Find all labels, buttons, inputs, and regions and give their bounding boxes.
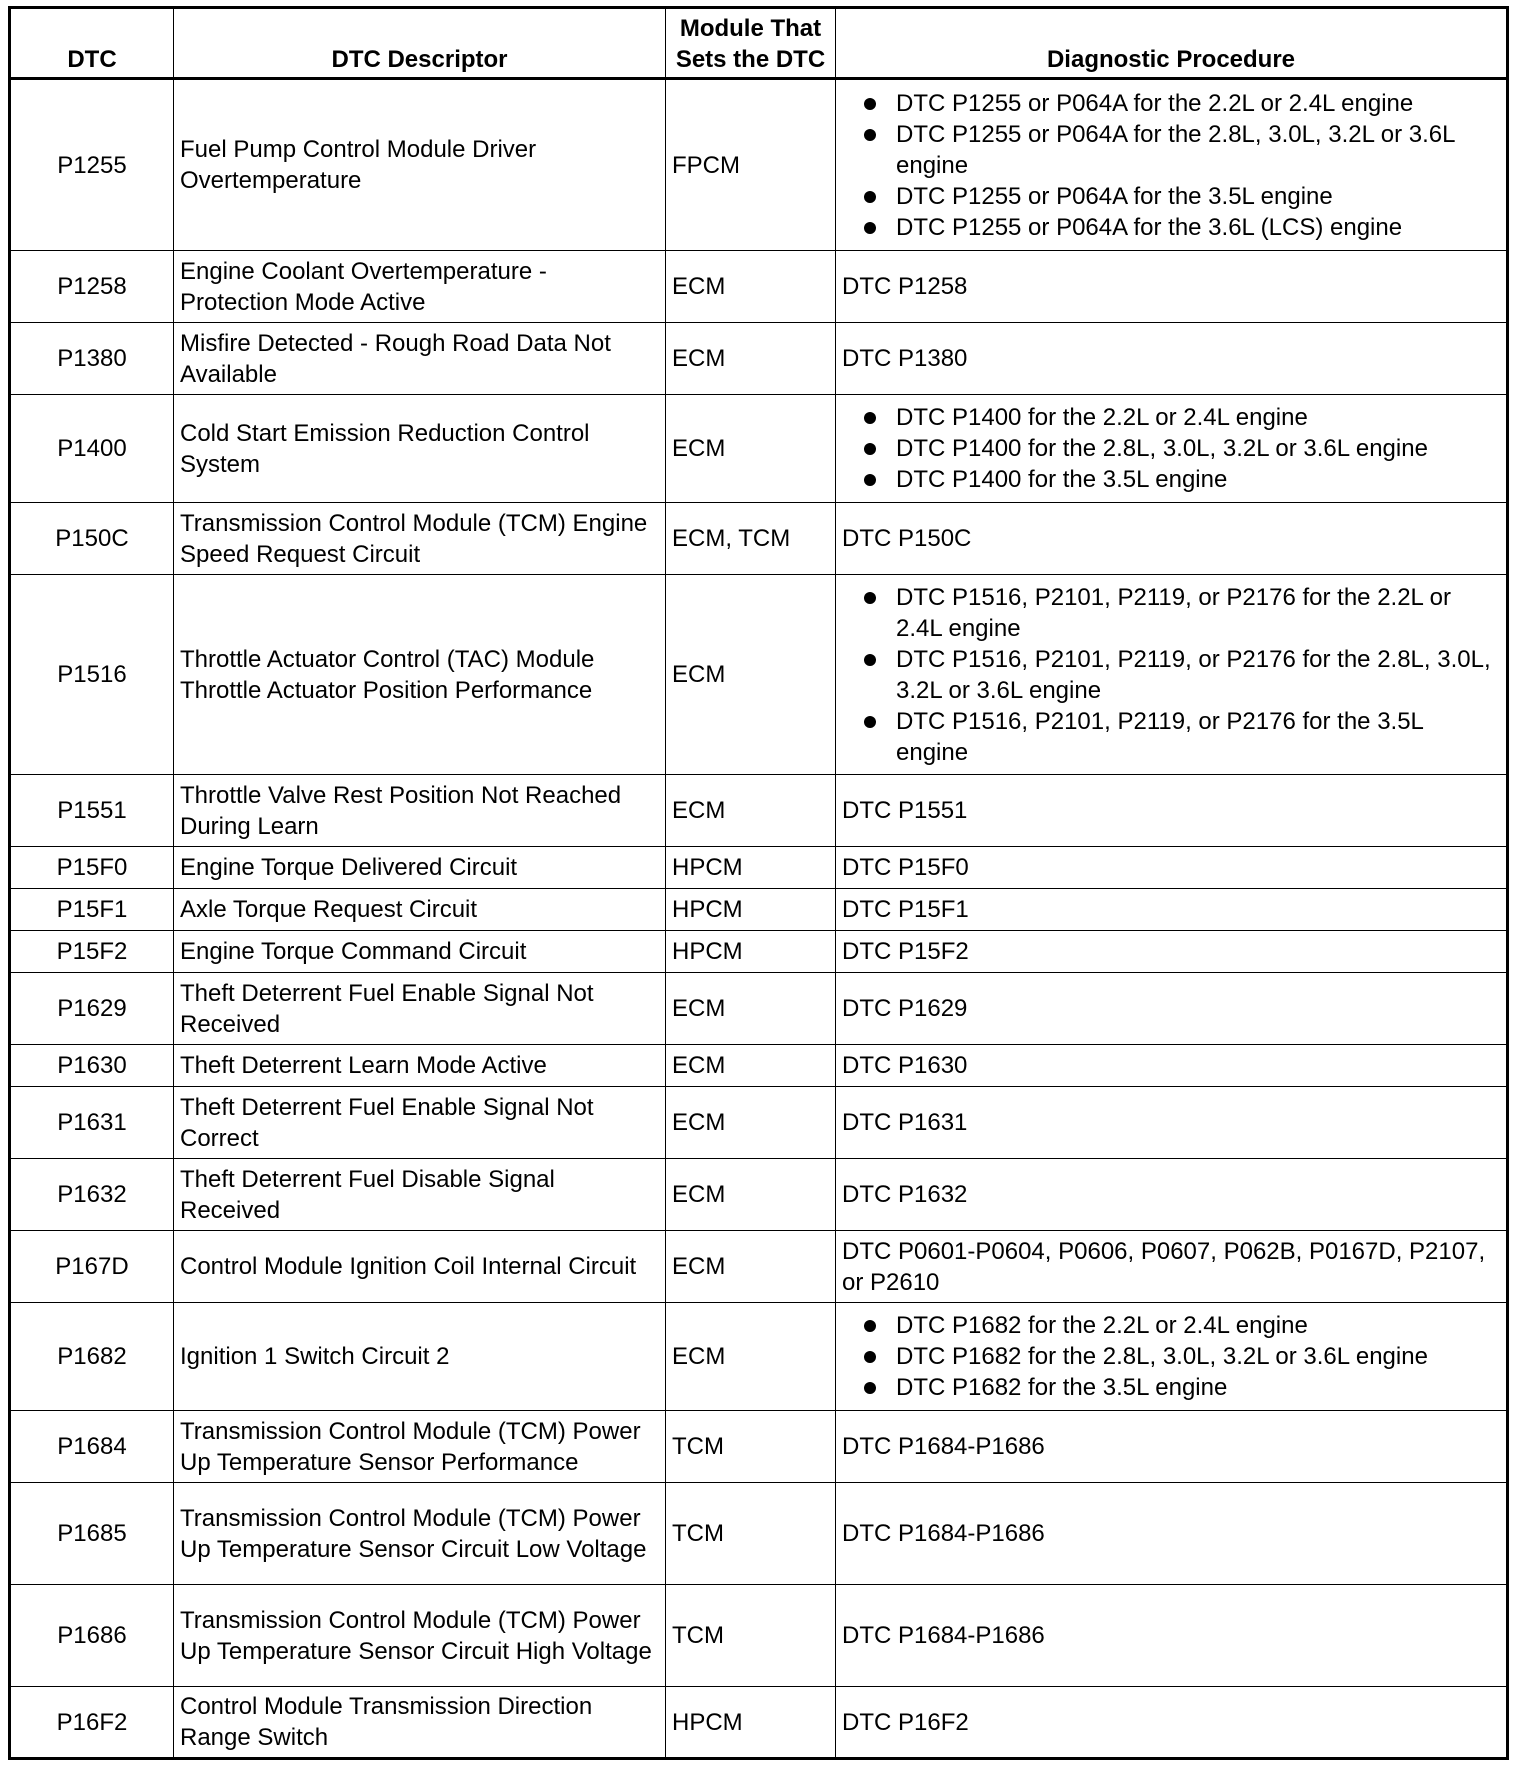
procedure-link[interactable] bbox=[864, 212, 1500, 243]
procedure-text: DTC P1682 for the 2.8L, 3.0L, 3.2L or 3.6L engine bbox=[896, 1343, 1428, 1370]
dtc-module: ECM bbox=[666, 775, 836, 847]
dtc-code: P1551 bbox=[10, 775, 174, 847]
procedure-link[interactable] bbox=[864, 433, 1500, 464]
dtc-descriptor: Cold Start Emission Reduction Control System bbox=[174, 395, 666, 503]
diagnostic-procedure bbox=[836, 395, 1508, 503]
procedure-text: DTC P1255 or P064A for the 2.8L, 3.0L, 3.2L or 3.6L engine bbox=[896, 120, 1455, 179]
diagnostic-procedure[interactable]: DTC P1380 bbox=[836, 323, 1508, 395]
dtc-descriptor: Theft Deterrent Fuel Disable Signal Received bbox=[174, 1159, 666, 1231]
diagnostic-procedure[interactable]: DTC P1684-P1686 bbox=[836, 1483, 1508, 1585]
procedure-list bbox=[842, 402, 1500, 495]
dtc-descriptor: Transmission Control Module (TCM) Power Up Temperature Sensor Performance bbox=[174, 1411, 666, 1483]
dtc-code: P1258 bbox=[10, 251, 174, 323]
table-row bbox=[10, 251, 1508, 323]
table-row bbox=[10, 1303, 1508, 1411]
bullet-icon bbox=[864, 716, 876, 728]
dtc-module: ECM bbox=[666, 1303, 836, 1411]
dtc-module: ECM bbox=[666, 1087, 836, 1159]
procedure-link[interactable] bbox=[864, 464, 1500, 495]
table-row bbox=[10, 1585, 1508, 1687]
dtc-descriptor: Engine Torque Delivered Circuit bbox=[174, 847, 666, 889]
dtc-module: HPCM bbox=[666, 847, 836, 889]
dtc-code: P1255 bbox=[10, 79, 174, 251]
procedure-list bbox=[842, 1310, 1500, 1403]
dtc-descriptor: Fuel Pump Control Module Driver Overtemperature bbox=[174, 79, 666, 251]
dtc-code: P1630 bbox=[10, 1045, 174, 1087]
dtc-table bbox=[8, 6, 1509, 1760]
table-row bbox=[10, 395, 1508, 503]
procedure-link[interactable] bbox=[864, 582, 1500, 644]
procedure-link[interactable] bbox=[864, 402, 1500, 433]
bullet-icon bbox=[864, 1382, 876, 1394]
diagnostic-procedure[interactable]: DTC P15F1 bbox=[836, 889, 1508, 931]
table-row bbox=[10, 1159, 1508, 1231]
dtc-descriptor: Engine Torque Command Circuit bbox=[174, 931, 666, 973]
bullet-icon bbox=[864, 1320, 876, 1332]
dtc-code: P16F2 bbox=[10, 1687, 174, 1759]
procedure-link[interactable] bbox=[864, 1310, 1500, 1341]
procedure-link[interactable] bbox=[864, 181, 1500, 212]
dtc-code: P1380 bbox=[10, 323, 174, 395]
dtc-module: TCM bbox=[666, 1483, 836, 1585]
dtc-code: P1631 bbox=[10, 1087, 174, 1159]
dtc-code: P1682 bbox=[10, 1303, 174, 1411]
procedure-text: DTC P1255 or P064A for the 3.5L engine bbox=[896, 182, 1333, 210]
procedure-link[interactable] bbox=[864, 706, 1500, 768]
table-row bbox=[10, 323, 1508, 395]
procedure-text: DTC P1682 for the 2.2L or 2.4L engine bbox=[896, 1312, 1308, 1339]
header-procedure: Diagnostic Procedure bbox=[836, 8, 1508, 79]
dtc-descriptor: Misfire Detected - Rough Road Data Not Available bbox=[174, 323, 666, 395]
table-row bbox=[10, 1483, 1508, 1585]
diagnostic-procedure bbox=[836, 1303, 1508, 1411]
table-row bbox=[10, 503, 1508, 575]
diagnostic-procedure[interactable]: DTC P1258 bbox=[836, 251, 1508, 323]
procedure-text: DTC P1400 for the 3.5L engine bbox=[896, 466, 1228, 493]
table-row bbox=[10, 1687, 1508, 1759]
dtc-descriptor: Transmission Control Module (TCM) Engine Speed Request Circuit bbox=[174, 503, 666, 575]
diagnostic-procedure[interactable]: DTC P1684-P1686 bbox=[836, 1585, 1508, 1687]
dtc-module: ECM bbox=[666, 323, 836, 395]
table-row bbox=[10, 889, 1508, 931]
table-body bbox=[10, 79, 1508, 1759]
dtc-code: P15F2 bbox=[10, 931, 174, 973]
table-row bbox=[10, 973, 1508, 1045]
dtc-descriptor: Control Module Ignition Coil Internal Circuit bbox=[174, 1231, 666, 1303]
table-row bbox=[10, 1045, 1508, 1087]
dtc-descriptor: Throttle Actuator Control (TAC) Module Throttle Actuator Position Performance bbox=[174, 575, 666, 775]
diagnostic-procedure[interactable]: DTC P0601-P0604, P0606, P0607, P062B, P0167D, P2107, or P2610 bbox=[836, 1231, 1508, 1303]
table-row bbox=[10, 775, 1508, 847]
procedure-link[interactable] bbox=[864, 1372, 1500, 1403]
dtc-code: P1629 bbox=[10, 973, 174, 1045]
dtc-code: P1684 bbox=[10, 1411, 174, 1483]
procedure-text: DTC P1400 for the 2.8L, 3.0L, 3.2L or 3.6L engine bbox=[896, 435, 1428, 462]
dtc-descriptor: Control Module Transmission Direction Range Switch bbox=[174, 1687, 666, 1759]
diagnostic-procedure[interactable]: DTC P15F0 bbox=[836, 847, 1508, 889]
dtc-module: ECM bbox=[666, 1045, 836, 1087]
dtc-module: ECM bbox=[666, 1231, 836, 1303]
dtc-module: TCM bbox=[666, 1411, 836, 1483]
diagnostic-procedure[interactable]: DTC P1629 bbox=[836, 973, 1508, 1045]
header-descriptor: DTC Descriptor bbox=[174, 8, 666, 79]
procedure-link[interactable] bbox=[864, 1341, 1500, 1372]
procedure-link[interactable] bbox=[864, 644, 1500, 706]
header-row bbox=[10, 8, 1508, 79]
procedure-text: DTC P1255 or P064A for the 2.2L or 2.4L engine bbox=[896, 89, 1414, 117]
dtc-code: P15F1 bbox=[10, 889, 174, 931]
diagnostic-procedure bbox=[836, 79, 1508, 251]
bullet-icon bbox=[864, 412, 876, 424]
dtc-module: TCM bbox=[666, 1585, 836, 1687]
table-row bbox=[10, 1411, 1508, 1483]
procedure-text: DTC P1516, P2101, P2119, or P2176 for the 2.2L or 2.4L engine bbox=[896, 583, 1452, 642]
procedure-link[interactable] bbox=[864, 88, 1500, 119]
table-row bbox=[10, 79, 1508, 251]
bullet-icon bbox=[864, 191, 876, 203]
procedure-text: DTC P1400 for the 2.2L or 2.4L engine bbox=[896, 404, 1308, 431]
bullet-icon bbox=[864, 1351, 876, 1363]
procedure-list bbox=[842, 582, 1500, 768]
dtc-module: ECM bbox=[666, 395, 836, 503]
procedure-list bbox=[842, 88, 1500, 243]
dtc-module: ECM bbox=[666, 251, 836, 323]
dtc-code: P150C bbox=[10, 503, 174, 575]
dtc-module: FPCM bbox=[666, 79, 836, 251]
diagnostic-procedure[interactable]: DTC P150C bbox=[836, 503, 1508, 575]
diagnostic-procedure[interactable]: DTC P15F2 bbox=[836, 931, 1508, 973]
diagnostic-procedure[interactable]: DTC P1632 bbox=[836, 1159, 1508, 1231]
dtc-descriptor: Axle Torque Request Circuit bbox=[174, 889, 666, 931]
dtc-descriptor: Theft Deterrent Learn Mode Active bbox=[174, 1045, 666, 1087]
dtc-code: P1516 bbox=[10, 575, 174, 775]
dtc-descriptor: Transmission Control Module (TCM) Power Up Temperature Sensor Circuit Low Voltage bbox=[174, 1483, 666, 1585]
header-dtc: DTC bbox=[10, 8, 174, 79]
bullet-icon bbox=[864, 654, 876, 666]
procedure-text: DTC P1255 or P064A for the 3.6L (LCS) engine bbox=[896, 213, 1403, 241]
diagnostic-procedure bbox=[836, 575, 1508, 775]
diagnostic-procedure[interactable]: DTC P1551 bbox=[836, 775, 1508, 847]
bullet-icon bbox=[864, 129, 876, 141]
table-row bbox=[10, 575, 1508, 775]
procedure-link[interactable] bbox=[864, 119, 1500, 181]
dtc-module: ECM bbox=[666, 575, 836, 775]
bullet-icon bbox=[864, 474, 876, 486]
table-row bbox=[10, 1231, 1508, 1303]
dtc-code: P1632 bbox=[10, 1159, 174, 1231]
diagnostic-procedure[interactable]: DTC P16F2 bbox=[836, 1687, 1508, 1759]
dtc-module: ECM, TCM bbox=[666, 503, 836, 575]
dtc-module: HPCM bbox=[666, 931, 836, 973]
diagnostic-procedure[interactable]: DTC P1684-P1686 bbox=[836, 1411, 1508, 1483]
dtc-code: P167D bbox=[10, 1231, 174, 1303]
dtc-module: HPCM bbox=[666, 889, 836, 931]
table-row bbox=[10, 931, 1508, 973]
header-module: Module That Sets the DTC bbox=[666, 8, 836, 79]
dtc-module: HPCM bbox=[666, 1687, 836, 1759]
diagnostic-procedure[interactable]: DTC P1631 bbox=[836, 1087, 1508, 1159]
dtc-descriptor: Theft Deterrent Fuel Enable Signal Not Correct bbox=[174, 1087, 666, 1159]
dtc-module: ECM bbox=[666, 1159, 836, 1231]
bullet-icon bbox=[864, 222, 876, 234]
procedure-text: DTC P1516, P2101, P2119, or P2176 for the 3.5L engine bbox=[896, 707, 1424, 766]
table-row bbox=[10, 847, 1508, 889]
dtc-descriptor: Transmission Control Module (TCM) Power Up Temperature Sensor Circuit High Voltage bbox=[174, 1585, 666, 1687]
bullet-icon bbox=[864, 443, 876, 455]
dtc-code: P1685 bbox=[10, 1483, 174, 1585]
dtc-descriptor: Engine Coolant Overtemperature - Protection Mode Active bbox=[174, 251, 666, 323]
table-row bbox=[10, 1087, 1508, 1159]
dtc-descriptor: Theft Deterrent Fuel Enable Signal Not Received bbox=[174, 973, 666, 1045]
dtc-code: P1400 bbox=[10, 395, 174, 503]
dtc-module: ECM bbox=[666, 973, 836, 1045]
dtc-code: P15F0 bbox=[10, 847, 174, 889]
procedure-text: DTC P1682 for the 3.5L engine bbox=[896, 1374, 1228, 1401]
dtc-code: P1686 bbox=[10, 1585, 174, 1687]
dtc-descriptor: Ignition 1 Switch Circuit 2 bbox=[174, 1303, 666, 1411]
bullet-icon bbox=[864, 592, 876, 604]
diagnostic-procedure[interactable]: DTC P1630 bbox=[836, 1045, 1508, 1087]
dtc-descriptor: Throttle Valve Rest Position Not Reached During Learn bbox=[174, 775, 666, 847]
bullet-icon bbox=[864, 98, 876, 110]
procedure-text: DTC P1516, P2101, P2119, or P2176 for the 2.8L, 3.0L, 3.2L or 3.6L engine bbox=[896, 645, 1491, 704]
